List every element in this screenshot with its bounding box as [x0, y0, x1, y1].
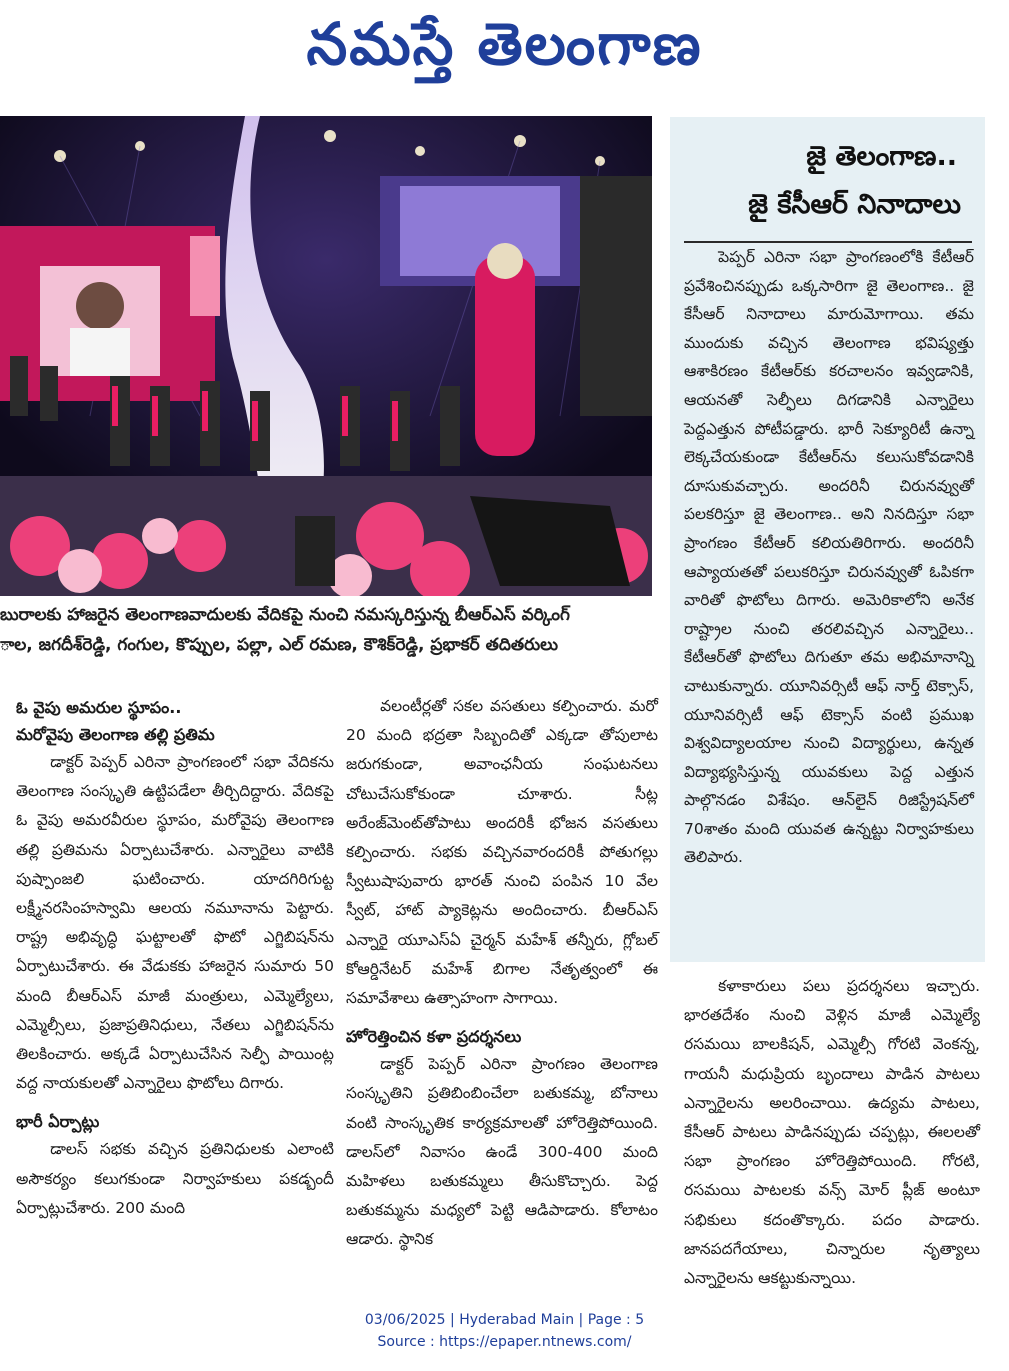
sidebar-headline-line-1: జై తెలంగాణ.. — [806, 141, 957, 172]
footer-source: Source : https://epaper.ntnews.com/ — [377, 1334, 632, 1350]
column-1-paragraph-1: డాక్టర్ పెప్పర్ ఎరినా ప్రాంగణంలో సభా వేదికను తెలంగాణ సంస్కృతి ఉట్టిపడేలా తీర్చిదిద్దారు. వేదికపై ఓ వైపు అమరవీరుల స్థూపం, మరోవైపు తెలంగాణ తల్లి ప్రతిమను ఏర్పాటుచేశారు. ఎన్నారైలు వాటికి పుష్పాంజలి ఘటించారు. యాదగిరిగుట్ట లక్ష్మీనరసింహస్వామి ఆలయ నమూనాను పెట్టారు. రాష్ట్ర అభివృద్ధి ఘట్టాలతో ఫొటో ఎగ్జిబిషన్‌ను ఏర్పాటుచేశారు. ఈ వేడుకకు హాజరైన సుమారు 50 మంది బీఆర్ఎస్ మాజీ మంత్రులు, ఎమ్మెల్యేలు, ఎమ్మెల్సీలు, ప్రజాప్రతినిధులు, నేతలు ఎగ్జిబిషన్‌ను తిలకించారు. అక్కడే ఏర్పాటుచేసిన సెల్ఫీ పాయింట్ల వద్ద నాయకులతో ఎన్నారైలు ఫొటోలు దిగారు. — [16, 753, 334, 1093]
column-1-paragraph-2: డాలస్ సభకు వచ్చిన ప్రతినిధులకు ఎలాంటి అసౌకర్యం కలుగకుండా నిర్వాహకులు పకడ్బందీ ఏర్పాట్లుచేశారు. 200 మంది — [16, 1140, 334, 1217]
column-2-paragraph-2: డాక్టర్ పెప్పర్ ఎరినా ప్రాంగణం తెలంగాణ సంస్కృతిని ప్రతిబింబించేలా బతుకమ్మ, బోనాలు వంటి సాంస్కృతిక కార్యక్రమాలతో హోరెత్తిపోయింది. డాలస్‌లో నివాసం ఉండే 300-400 మంది మహిళలు బతుకమ్మలు తీసుకొచ్చారు. పెద్ద బతుకమ్మను మధ్యలో పెట్టి ఆడిపాడారు. కోలాటం ఆడారు. స్థానిక — [346, 1055, 658, 1249]
sidebar-box — [670, 117, 985, 962]
article-column-1 — [16, 694, 334, 1223]
sidebar-body — [684, 243, 974, 872]
subheading-1-line-1: ఓ వైపు అమరుల స్థూపం.. — [16, 698, 182, 717]
subheading-3: హోరెత్తించిన కళా ప్రదర్శనలు — [346, 1027, 522, 1047]
column-3-paragraph-1: కళాకారులు పలు ప్రదర్శనలు ఇచ్చారు. భారతదేశం నుంచి వెళ్లిన మాజీ ఎమ్మెల్యే రసమయి బాలకిషన్, ఎమ్మెల్సీ గోరటి వెంకన్న, గాయనీ మధుప్రియ బృందాలు పాడిన పాటలు ఎన్నారైలను అలరించాయి. ఉద్యమ పాటలు, కేసీఆర్ పాటలు పాడినప్పుడు చప్పట్లు, ఈలలతో సభా ప్రాంగణం హోరెత్తిపోయింది. గోరటి, రసమయి పాటలకు వన్స్ మోర్ ప్లీజ్ అంటూ సభికులు కదంతొక్కారు. పదం పాడారు. జానపదగేయాలు, చిన్నారుల నృత్యాలు ఎన్నారైలను ఆకట్టుకున్నాయి. — [684, 977, 980, 1288]
footer-dateline: 03/06/2025 | Hyderabad Main | Page : 5 — [364, 1312, 645, 1328]
event-photo — [0, 116, 652, 596]
article-column-2 — [346, 692, 658, 1255]
photo-caption — [0, 600, 652, 664]
sidebar-paragraph: పెప్పర్ ఎరినా సభా ప్రాంగణంలోకి కేటీఆర్ ప్రవేశించినప్పుడు ఒక్కసారిగా జై తెలంగాణ.. జై కేసీఆర్ నినాదాలు మారుమోగాయి. తమ ముందుకు వచ్చిన తెలంగాణ భవిష్యత్తు ఆశాకిరణం కేటీఆర్‌కు కరచాలనం ఇవ్వడానికి, ఆయనతో సెల్ఫీలు దిగడానికి ఎన్నారైలు పెద్దఎత్తున పోటీపడ్డారు. భారీ సెక్యూరిటీ ఉన్నా లెక్కచేయకుండా కేటీఆర్‌ను కలుసుకోవడానికి దూసుకువచ్చారు. అందరినీ చిరునవ్వుతో పలకరిస్తూ జై తెలంగాణ.. అని నినదిస్తూ సభా ప్రాంగణం కేటీఆర్ కలియతిరిగారు. అందరినీ ఆప్యాయతతో పలుకరిస్తూ చిరునవ్వుతో ఓపికగా వారితో ఫొటోలు దిగారు. అమెరికాలోని అనేక రాష్ట్రాల నుంచి తరలివచ్చిన ఎన్నారైలు.. కేటీఆర్‌తో ఫొటోలు దిగుతూ తమ అభిమానాన్ని చాటుకున్నారు. యూనివర్సిటీ ఆఫ్ నార్త్ టెక్సాస్, యూనివర్సిటీ ఆఫ్ టెక్సాస్ వంటి ప్రముఖ విశ్వవిద్యాలయాల నుంచి విద్యార్థులు, ఉన్నత విద్యాభ్యసిస్తున్న యువకులు పెద్ద ఎత్తున పాల్గొనడం విశేషం. ఆన్‌లైన్ రిజిస్ట్రేషన్‌లో 70శాతం మంది యువత ఉన్నట్టు నిర్వాహకులు తెలిపారు. — [684, 248, 974, 867]
subheading-2: భారీ ఏర్పాట్లు — [16, 1112, 100, 1132]
event-photo-illustration — [0, 116, 652, 596]
photo-caption-line-2: ాల, జగదీశ్‌రెడ్డి, గంగుల, కొప్పుల, పల్లా, ఎల్ రమణ, కౌశిక్‌రెడ్డి, ప్రభాకర్ తదితరులు — [0, 635, 559, 655]
article-column-3 — [684, 972, 980, 1293]
subheading-1-line-2: మరోవైపు తెలంగాణ తల్లి ప్రతిమ — [16, 725, 215, 744]
column-2-paragraph-1: వలంటీర్లతో సకల వసతులు కల్పించారు. మరో 20 మంది భద్రతా సిబ్బందితో ఎక్కడా తోపులాట జరుగకుండా, అవాంఛనీయ సంఘటనలు చోటుచేసుకోకుండా చూశారు. సీట్ల అరేంజ్‌మెంట్‌తోపాటు అందరికీ భోజన వసతులు కల్పించారు. సభకు వచ్చినవారందరికీ పోతుగల్లు స్వీటుషాపువారు భారత్ నుంచి పంపిన 10 వేల స్వీట్, హాట్ ప్యాకెట్లను అందించారు. బీఆర్ఎస్ ఎన్నారై యూఎస్ఏ చైర్మన్ మహేశ్ తన్నీరు, గ్లోబల్ కోఆర్డినేటర్ మహేశ్ బిగాల నేతృత్వంలో ఈ సమావేశాలు ఉత్సాహంగా సాగాయి. — [346, 697, 658, 1008]
masthead-logo: నమస్తే తెలంగాణ — [306, 10, 703, 78]
photo-caption-line-1: బురాలకు హాజరైన తెలంగాణవాదులకు వేదికపై నుంచి నమస్కరిస్తున్న బీఆర్ఎస్ వర్కింగ్ — [0, 605, 570, 625]
sidebar-headline-line-2: జై కేసీఆర్ నినాదాలు — [748, 189, 961, 220]
